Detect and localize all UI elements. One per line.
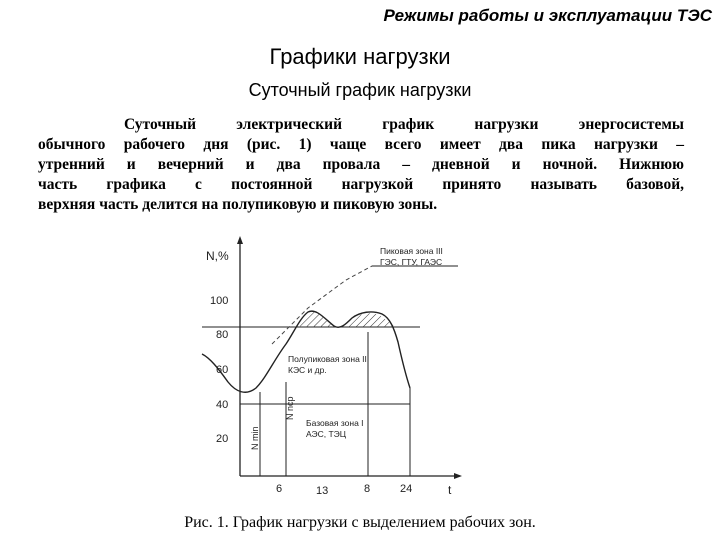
x-tick-label: 24 [400, 483, 413, 495]
y-axis-arrow [237, 236, 243, 244]
load-graph-figure [196, 232, 476, 509]
y-tick-label: 20 [216, 433, 229, 445]
n-min-label: N min [250, 426, 260, 450]
paragraph-line: часть графика с постоянной нагрузкой принято называть базовой, [38, 176, 684, 193]
paragraph-line: верхняя часть делится на полупиковую и пиковую зоны. [38, 196, 438, 213]
n-mid-label: N ncp [285, 396, 295, 420]
base-zone-label: Базовая зона I [306, 418, 364, 428]
base-zone-sources: АЭС, ТЭЦ [306, 429, 347, 439]
peak-zone-label: Пиковая зона III [380, 246, 443, 256]
y-axis-label: N,% [206, 249, 229, 263]
peak-zone-sources: ГЭС, ГТУ, ГАЭС [380, 257, 443, 267]
y-tick-label: 80 [216, 329, 229, 341]
paragraph-line: утренний и вечерний и два провала – дневной и ночной. Нижнюю [38, 156, 684, 173]
paragraph-line: Суточный электрический график нагрузки энергосистемы [124, 116, 684, 133]
x-axis-arrow [454, 473, 462, 479]
x-tick-label: 8 [364, 483, 371, 495]
paragraph-line: обычного рабочего дня (рис. 1) чаще всего имеет два пика нагрузки – [38, 136, 684, 153]
subsection-title: Суточный график нагрузки [248, 80, 472, 100]
page-header-title: Режимы работы и эксплуатации ТЭС [383, 6, 712, 25]
y-tick-label: 40 [216, 399, 229, 411]
y-tick-label: 60 [216, 364, 229, 376]
x-axis-label: t [448, 483, 452, 497]
body-paragraph [38, 115, 684, 215]
dashed-envelope [272, 266, 372, 344]
semipeak-zone-sources: КЭС и др. [288, 365, 327, 375]
semipeak-zone-label: Полупиковая зона II [288, 354, 367, 364]
x-tick-label: 13 [316, 485, 329, 497]
figure-caption: Рис. 1. График нагрузки с выделением рабочих зон. [184, 514, 536, 531]
section-title: Графики нагрузки [269, 44, 451, 69]
load-graph-svg [196, 232, 476, 504]
y-tick-label: 100 [210, 295, 229, 307]
x-tick-label: 6 [276, 483, 283, 495]
